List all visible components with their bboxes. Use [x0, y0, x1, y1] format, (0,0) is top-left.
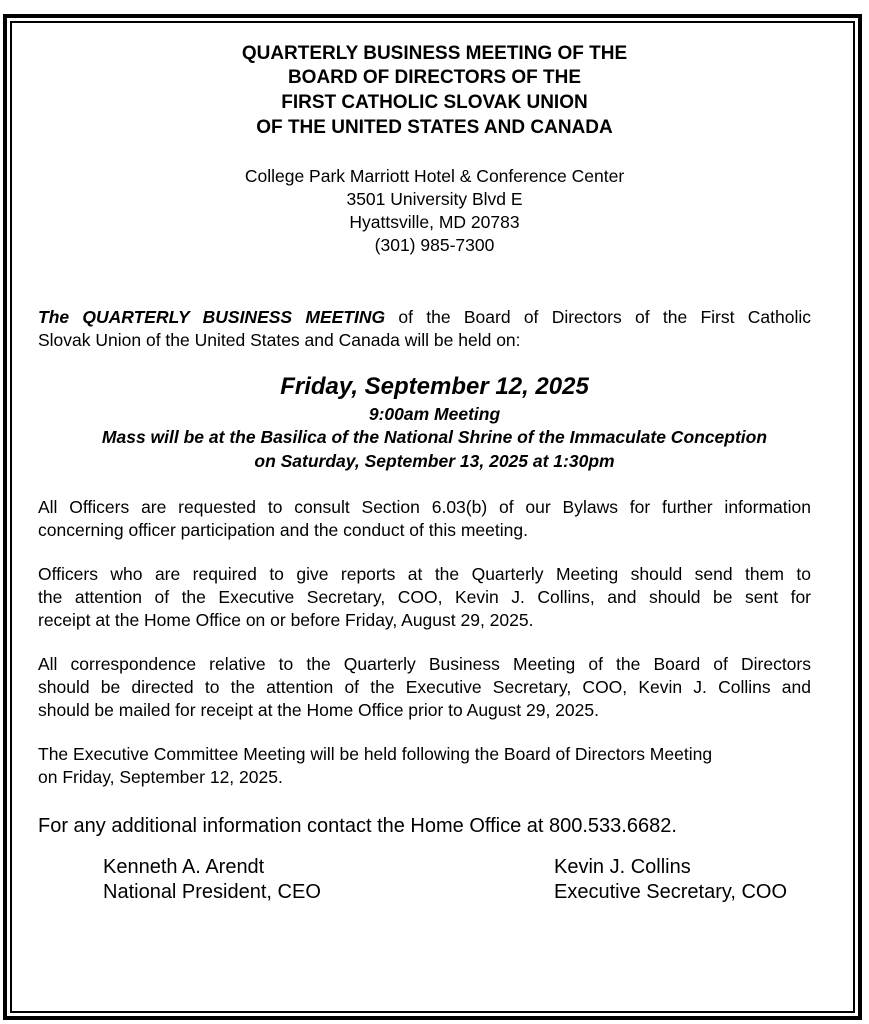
intro-emphasis: The QUARTERLY BUSINESS MEETING: [38, 307, 386, 327]
signatory-2-title: Executive Secretary, COO: [554, 881, 788, 903]
meeting-date: Friday, September 12, 2025: [280, 373, 589, 400]
p3-line-2: should be directed to the attention of the Executive Secretary, COO, Kevin J. Collins and: [38, 677, 811, 697]
title-line-4: OF THE UNITED STATES AND CANADA: [256, 117, 613, 138]
title-line-2: BOARD OF DIRECTORS OF THE: [287, 67, 582, 88]
p1-line-1: All Officers are requested to consult Section 6.03(b) of our Bylaws for further information: [38, 497, 811, 517]
p4-line-1: The Executive Committee Meeting will be held following the Board of Directors Meeting: [38, 744, 713, 764]
venue-city: Hyattsville, MD 20783: [349, 212, 520, 232]
p1-line-2: concerning officer participation and the conduct of this meeting.: [38, 520, 528, 540]
venue-street: 3501 University Blvd E: [346, 189, 523, 209]
intro-line-2: Slovak Union of the United States and Canada will be held on:: [38, 330, 521, 350]
signatory-1-title: National President, CEO: [103, 881, 321, 903]
intro-line-1: [38, 306, 811, 328]
p3-line-3: should be mailed for receipt at the Home Office prior to August 29, 2025.: [38, 700, 599, 720]
intro-rest: of the Board of Directors of the First Catholic: [385, 307, 811, 327]
title-line-3: FIRST CATHOLIC SLOVAK UNION: [281, 92, 588, 113]
p2-line-2: the attention of the Executive Secretary, COO, Kevin J. Collins, and should be sent for: [38, 587, 811, 607]
venue-name: College Park Marriott Hotel & Conference Center: [244, 166, 625, 186]
p4-line-2: on Friday, September 12, 2025.: [38, 767, 283, 787]
signatory-1-name: Kenneth A. Arendt: [103, 856, 265, 878]
venue-phone: (301) 985-7300: [374, 235, 495, 255]
mass-line-1: Mass will be at the Basilica of the National Shrine of the Immaculate Conception: [101, 427, 768, 447]
contact-line: For any additional information contact the Home Office at 800.533.6682.: [38, 815, 677, 837]
title-line-1: QUARTERLY BUSINESS MEETING OF THE: [241, 43, 628, 64]
p2-line-1: Officers who are required to give reports at the Quarterly Meeting should send them to: [38, 564, 811, 584]
meeting-time: 9:00am Meeting: [368, 404, 501, 424]
p2-line-3: receipt at the Home Office on or before Friday, August 29, 2025.: [38, 610, 534, 630]
mass-line-2: on Saturday, September 13, 2025 at 1:30pm: [254, 451, 615, 471]
p3-line-1: All correspondence relative to the Quarterly Business Meeting of the Board of Directors: [38, 654, 811, 674]
signatory-2-name: Kevin J. Collins: [554, 856, 691, 878]
